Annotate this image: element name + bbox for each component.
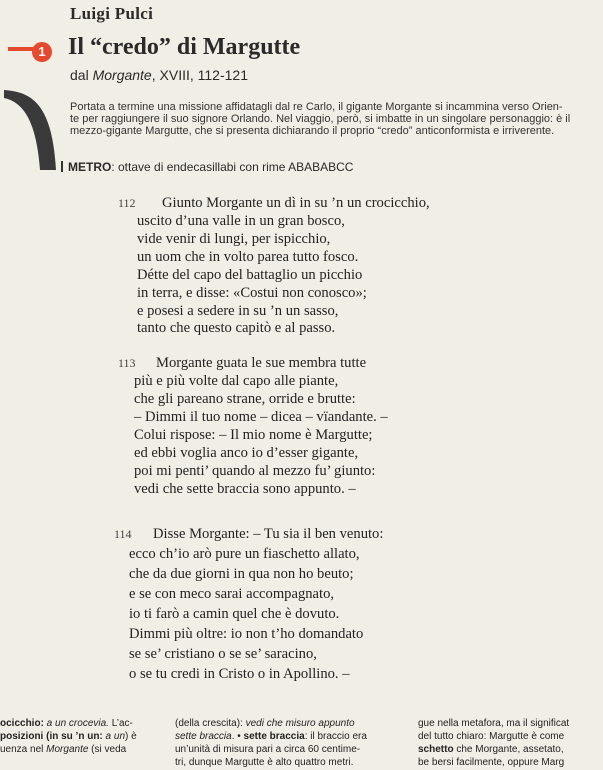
footnote-line <box>0 718 133 729</box>
footnote-term: posizioni (in su ’n un: <box>0 731 103 742</box>
verse-line: e posesi a sedere in su ’n un sasso, <box>137 303 339 319</box>
verse-line: o se tu credi in Cristo o in Apollino. – <box>129 666 350 682</box>
verse-line: ed ebbi voglia anco io d’esser gigante, <box>134 445 359 461</box>
verse-line: io ti farò a camin quel che è dovuto. <box>129 606 340 622</box>
verse-line: tanto che questo capitò e al passo. <box>137 320 336 336</box>
intro-line: mezzo-gigante Margutte, che si presenta dichiarando il proprio “credo” anticonformista e irriverente. <box>70 125 555 137</box>
footnote-text: che Morgante, assetato, <box>453 744 564 755</box>
footnote-line: un’unità di misura pari a circa 60 centime- <box>175 744 361 755</box>
footnote-text: . • <box>231 731 244 742</box>
footnote-line <box>0 731 137 742</box>
source-work: Morgante <box>92 67 152 83</box>
verse-line: vide venir di lungi, per ispicchio, <box>137 231 331 247</box>
verse-line: Morgante guata le sue membra tutte <box>156 355 367 371</box>
footnote-text: uenza nel <box>0 744 47 755</box>
footnote-line: be bersi facilmente, oppure Marg <box>418 757 565 768</box>
footnote-gloss: a un <box>102 731 126 742</box>
footnote-line <box>175 718 355 729</box>
verse-line: poi mi penti’ quando al mezzo fu’ giunto: <box>134 463 376 479</box>
verse-line: Disse Morgante: – Tu sia il ben venuto: <box>153 526 384 542</box>
stanza-number: 112 <box>118 196 136 210</box>
verse-line: se se’ cristiano o se se’ saracino, <box>129 646 317 662</box>
stanza-number: 114 <box>114 527 132 541</box>
section-number-badge: 1 <box>32 42 52 62</box>
intro-line: te per raggiungere il suo signore Orlando. Nel viaggio, però, si imbatte in un singolare personaggio: è il <box>70 113 571 125</box>
verse-line: ecco ch’io arò pure un fiaschetto allato, <box>129 546 360 562</box>
verse-line: vedi che sette braccia sono appunto. – <box>134 481 356 497</box>
verse-line: Détte del capo del battaglio un picchio <box>137 267 363 283</box>
author-name: Luigi Pulci <box>70 4 154 23</box>
footnote-gloss: sette braccia <box>175 731 232 742</box>
footnote-gloss: vedi che misuro appunto <box>245 718 355 729</box>
source-prefix: dal <box>70 67 93 83</box>
footnote-text: (si veda <box>88 744 127 755</box>
intro-line: Portata a termine una missione affidatagli dal re Carlo, il gigante Morgante si incammina verso Orien- <box>70 101 563 113</box>
footnote-text: : il braccio era <box>304 731 367 742</box>
source-reference <box>70 67 248 83</box>
footnote-term: schetto <box>418 744 454 755</box>
footnote-text: ) è <box>125 731 137 742</box>
footnote-line <box>418 744 564 755</box>
meter-text: : ottave di endecasillabi con rime ABABABCC <box>111 160 354 174</box>
verse-line: più e più volte dal capo alle piante, <box>134 373 339 389</box>
footnote-gloss: a un crocevia. <box>43 718 109 729</box>
meter-label: METRO <box>68 160 112 174</box>
verse-line: e se con meco sarai accompagnato, <box>129 586 335 602</box>
verse-line: un uom che in volto parea tutto fosco. <box>137 249 359 265</box>
verse-line: che gli pareano strane, orride e brutte: <box>134 391 356 407</box>
decorative-swoosh-icon <box>0 84 70 174</box>
meter-bar <box>61 161 63 172</box>
footnote-term: sette braccia <box>243 731 305 742</box>
footnote-term: ocicchio: <box>0 718 44 729</box>
verse-line: Giunto Morgante un dì in su ’n un crocicchio, <box>162 195 430 211</box>
footnote-line: gue nella metafora, ma il significat <box>418 718 570 729</box>
page-title: Il “credo” di Margutte <box>68 34 301 60</box>
footnote-line <box>0 744 126 755</box>
verse-line: che da due giorni in qua non ho beuto; <box>129 566 354 582</box>
stanza-number: 113 <box>118 356 136 370</box>
footnote-line <box>175 731 367 742</box>
footnote-text: (della crescita): <box>175 718 246 729</box>
source-ref: , XVIII, 112-121 <box>151 67 248 83</box>
verse-line: in terra, e disse: «Costui non conosco»; <box>137 285 367 301</box>
verse-line: – Dimmi il tuo nome – dicea – vïandante. – <box>134 409 388 425</box>
footnote-line: tri, dunque Margutte è alto quattro metri. <box>175 757 354 768</box>
meter-note <box>61 160 353 174</box>
footnote-line: del tutto chiaro: Margutte è come <box>418 731 565 742</box>
verse-line: Dimmi più oltre: io non t’ho domandato <box>129 626 364 642</box>
verse-line: uscito d’una valle in un gran bosco, <box>137 213 345 229</box>
footnote-work: Morgante <box>46 744 89 755</box>
footnote-text: L’ac- <box>108 718 133 729</box>
verse-line: Colui rispose: – Il mio nome è Margutte; <box>134 427 373 443</box>
